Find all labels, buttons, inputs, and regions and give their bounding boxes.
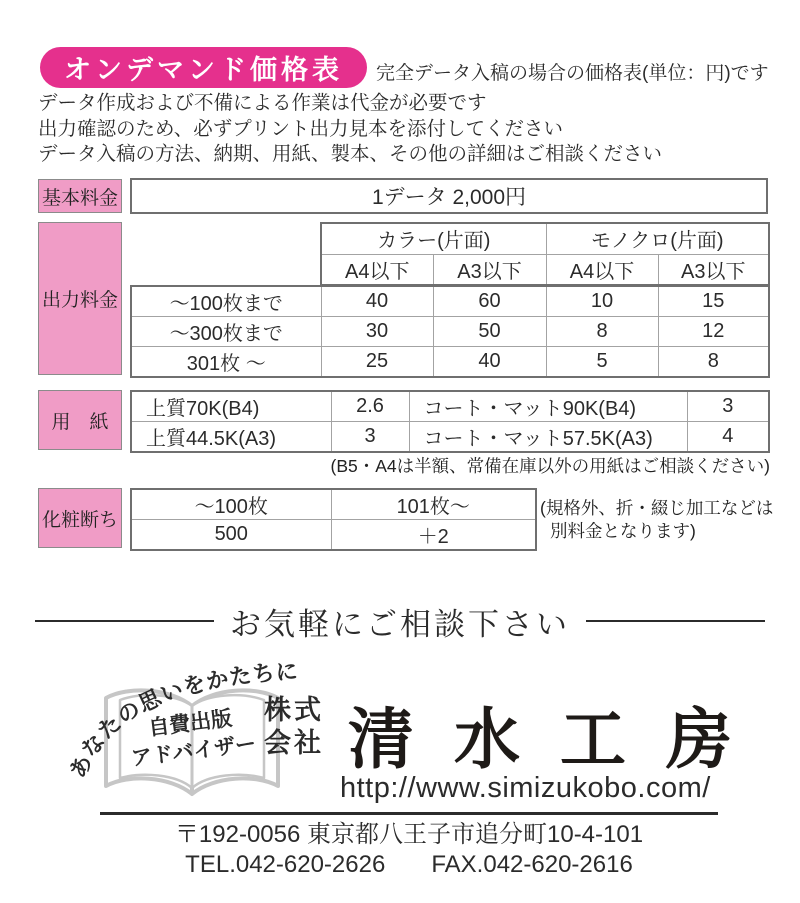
consult-text: お気軽にご相談下さい xyxy=(230,606,570,642)
table-row xyxy=(131,391,769,422)
trimming-note-line: (規格外、折・綴じ加工などは xyxy=(540,498,774,518)
badge-line: アドバイザー xyxy=(129,732,258,771)
divider-line xyxy=(586,620,765,622)
row-label: ～300枚まで xyxy=(131,317,321,347)
column-header: ～100枚 xyxy=(131,489,331,520)
column-group-mono: モノクロ(片面) xyxy=(546,223,769,254)
intro-note-line: データ作成および不備による作業は代金が必要です xyxy=(38,92,487,114)
company-name: 清水工房 xyxy=(348,704,772,777)
contact-line xyxy=(100,850,718,880)
address-block xyxy=(100,820,718,880)
column-header: 101枚～ xyxy=(331,489,536,520)
table-row xyxy=(131,422,769,453)
table-row xyxy=(131,317,769,347)
tagline-text: あなたの思いをかたちに xyxy=(65,658,300,782)
trimming-note xyxy=(540,497,773,543)
fax-number: FAX.042-620-2616 xyxy=(431,851,633,878)
corporation-prefix xyxy=(264,694,324,760)
table-row xyxy=(131,520,536,551)
column-header: A4以下 xyxy=(546,254,658,285)
output-fee-header-table xyxy=(320,222,770,286)
basic-fee-value: 1データ 2,000円 xyxy=(130,178,768,214)
column-header: A4以下 xyxy=(321,254,433,285)
page-title: オンデマンド価格表 xyxy=(40,47,367,88)
price-cell: 15 xyxy=(658,286,769,317)
price-cell: 2.6 xyxy=(331,391,409,422)
divider-line xyxy=(35,620,214,622)
consult-banner xyxy=(0,600,800,642)
price-cell: 4 xyxy=(687,422,769,453)
corp-line: 株式 xyxy=(264,695,324,725)
page-subtitle: 完全データ入稿の場合の価格表(単位：円)です xyxy=(376,63,769,84)
price-cell: 8 xyxy=(658,347,769,378)
paper-name: コート・マット57.5K(A3) xyxy=(409,422,687,453)
column-group-color: カラー(片面) xyxy=(321,223,546,254)
output-fee-data-table xyxy=(130,285,770,378)
price-cell: 25 xyxy=(321,347,433,378)
price-cell: 50 xyxy=(433,317,546,347)
column-header: A3以下 xyxy=(433,254,546,285)
row-label: 301枚 ～ xyxy=(131,347,321,378)
tel-number: TEL.042-620-2626 xyxy=(185,851,386,878)
table-row xyxy=(131,286,769,317)
company-url: http://www.simizukobo.com/ xyxy=(340,772,711,804)
paper-name: コート・マット90K(B4) xyxy=(409,391,687,422)
paper-table xyxy=(130,390,770,453)
intro-notes xyxy=(38,91,662,168)
footer-divider xyxy=(100,812,718,815)
price-cell: 30 xyxy=(321,317,433,347)
trimming-note-line: 別料金となります) xyxy=(550,521,696,541)
table-row xyxy=(131,347,769,378)
section-label-output-fee: 出力料金 xyxy=(38,222,122,375)
section-label-basic-fee: 基本料金 xyxy=(38,179,122,213)
price-cell: 8 xyxy=(546,317,658,347)
paper-note: (B5・A4は半額、常備在庫以外の用紙はご相談ください) xyxy=(330,456,770,476)
price-cell: 10 xyxy=(546,286,658,317)
section-label-trimming: 化粧断ち xyxy=(38,488,122,548)
price-cell: 3 xyxy=(687,391,769,422)
price-cell: 3 xyxy=(331,422,409,453)
row-label: ～100枚まで xyxy=(131,286,321,317)
postal-address: 〒192-0056 東京都八王子市追分町10-4-101 xyxy=(174,821,644,848)
price-cell: 12 xyxy=(658,317,769,347)
badge-line: 自費出版 xyxy=(147,707,234,741)
price-cell: 5 xyxy=(546,347,658,378)
price-cell: 40 xyxy=(321,286,433,317)
intro-note-line: 出力確認のため、必ずプリント出力見本を添付してください xyxy=(38,117,563,140)
trimming-table xyxy=(130,488,537,551)
price-cell: 60 xyxy=(433,286,546,317)
price-cell: 40 xyxy=(433,347,546,378)
paper-name: 上質70K(B4) xyxy=(131,391,331,422)
intro-note-line: データ入稿の方法、納期、用紙、製本、その他の詳細はご相談ください xyxy=(38,143,663,165)
column-header: A3以下 xyxy=(658,254,769,285)
section-label-paper: 用 紙 xyxy=(38,390,122,450)
price-cell: ＋2 xyxy=(331,520,536,551)
price-cell: 500 xyxy=(131,520,331,551)
corp-line: 会社 xyxy=(264,728,324,758)
table-row xyxy=(131,489,536,520)
paper-name: 上質44.5K(A3) xyxy=(131,422,331,453)
